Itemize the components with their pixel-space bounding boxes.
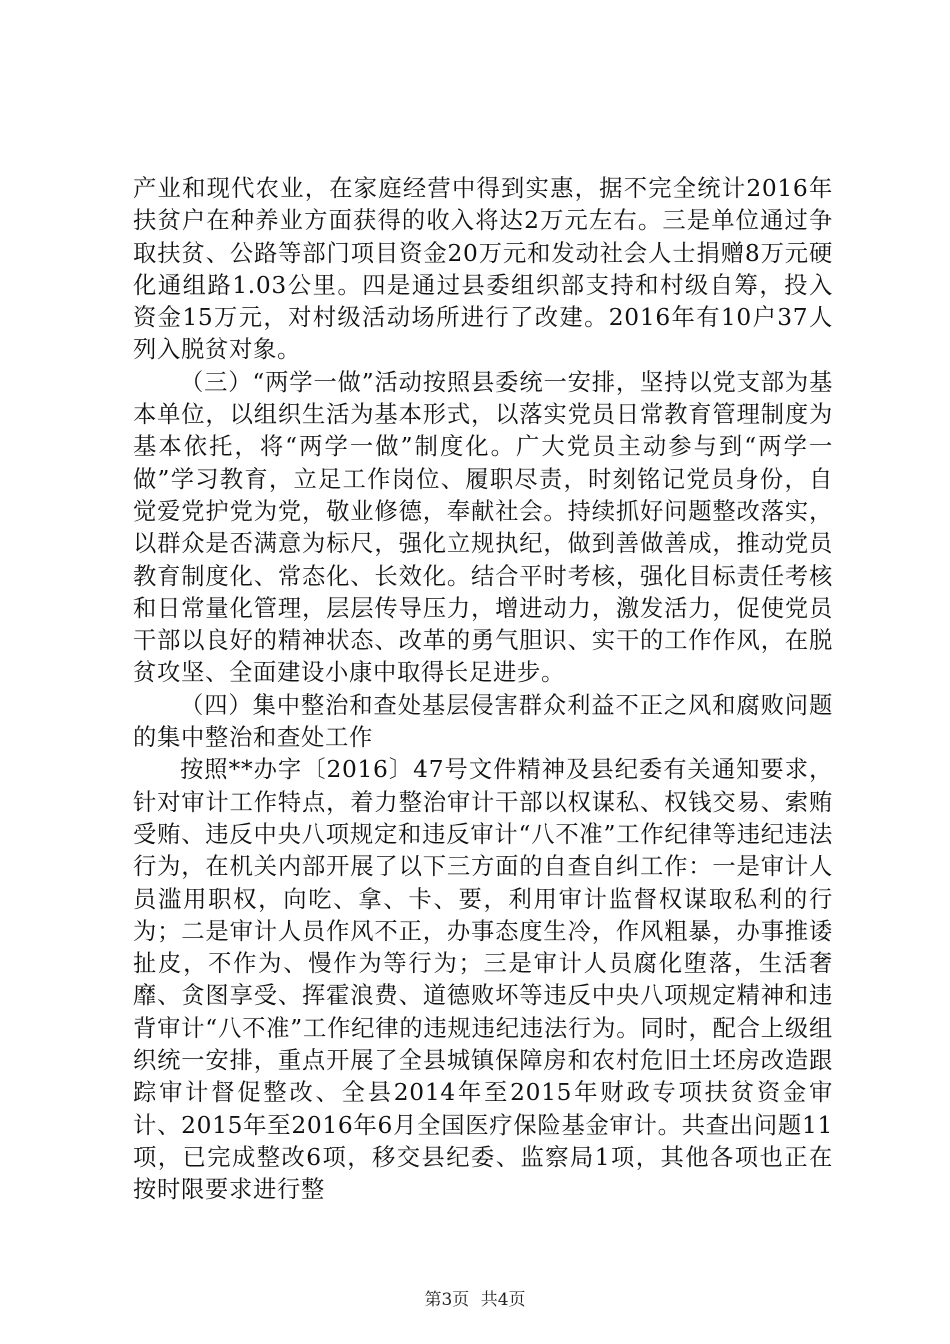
document-body: [133, 173, 833, 1207]
section-four-heading: （四）集中整治和查处基层侵害群众利益不正之风和腐败问题的集中整治和查处工作: [133, 691, 833, 752]
page-number: 第3页: [424, 1290, 470, 1310]
paragraph-section-three: （三）“两学一做”活动按照县委统一安排，坚持以党支部为基本单位，以组织生活为基本形式，以落实党员日常教育管理制度为基本依托，将“两学一做”制度化。广大党员主动参与到“两学一做”学习教育，立足工作岗位、履职尽责，时刻铭记党员身份，自觉爱党护党为党，敬业修德，奉献社会。持续抓好问题整改落实，以群众是否满意为标尺，强化立规执纪，做到善做善成，推动党员教育制度化、常态化、长效化。结合平时考核，强化目标责任考核和日常量化管理，层层传导压力，增进动力，激发活力，促使党员干部以良好的精神状态、改革的勇气胆识、实干的工作作风，在脱贫攻坚、全面建设小康中取得长足进步。: [133, 368, 833, 687]
page-total: 共4页: [480, 1290, 526, 1310]
paragraph-section-four-body: 按照**办字〔2016〕47号文件精神及县纪委有关通知要求，针对审计工作特点，着力整治审计干部以权谋私、权钱交易、索贿受贿、违反中央八项规定和违反审计“八不准”工作纪律等违纪违法行为，在机关内部开展了以下三方面的自查自纠工作：一是审计人员滥用职权，向吃、拿、卡、要，利用审计监督权谋取私利的行为；二是审计人员作风不正，办事态度生冷，作风粗暴，办事推诿扯皮，不作为、慢作为等行为；三是审计人员腐化堕落，生活奢靡、贪图享受、挥霍浪费、道德败坏等违反中央八项规定精神和违背审计“八不准”工作纪律的违规违纪违法行为。同时，配合上级组织统一安排，重点开展了全县城镇保障房和农村危旧土坯房改造跟踪审计督促整改、全县2014年至2015年财政专项扶贫资金审计、2015年至2016年6月全国医疗保险基金审计。共查出问题11项，已完成整改6项，移交县纪委、监察局1项，其他各项也正在按时限要求进行整: [133, 756, 833, 1204]
paragraph-continuation: 产业和现代农业，在家庭经营中得到实惠，据不完全统计2016年扶贫户在种养业方面获得的收入将达2万元左右。三是单位通过争取扶贫、公路等部门项目资金20万元和发动社会人士捐赠8万元硬化通组路1.03公里。四是通过县委组织部支持和村级自筹，投入资金15万元，对村级活动场所进行了改建。2016年有10户37人列入脱贫对象。: [133, 175, 833, 364]
page-footer: [0, 1285, 950, 1310]
